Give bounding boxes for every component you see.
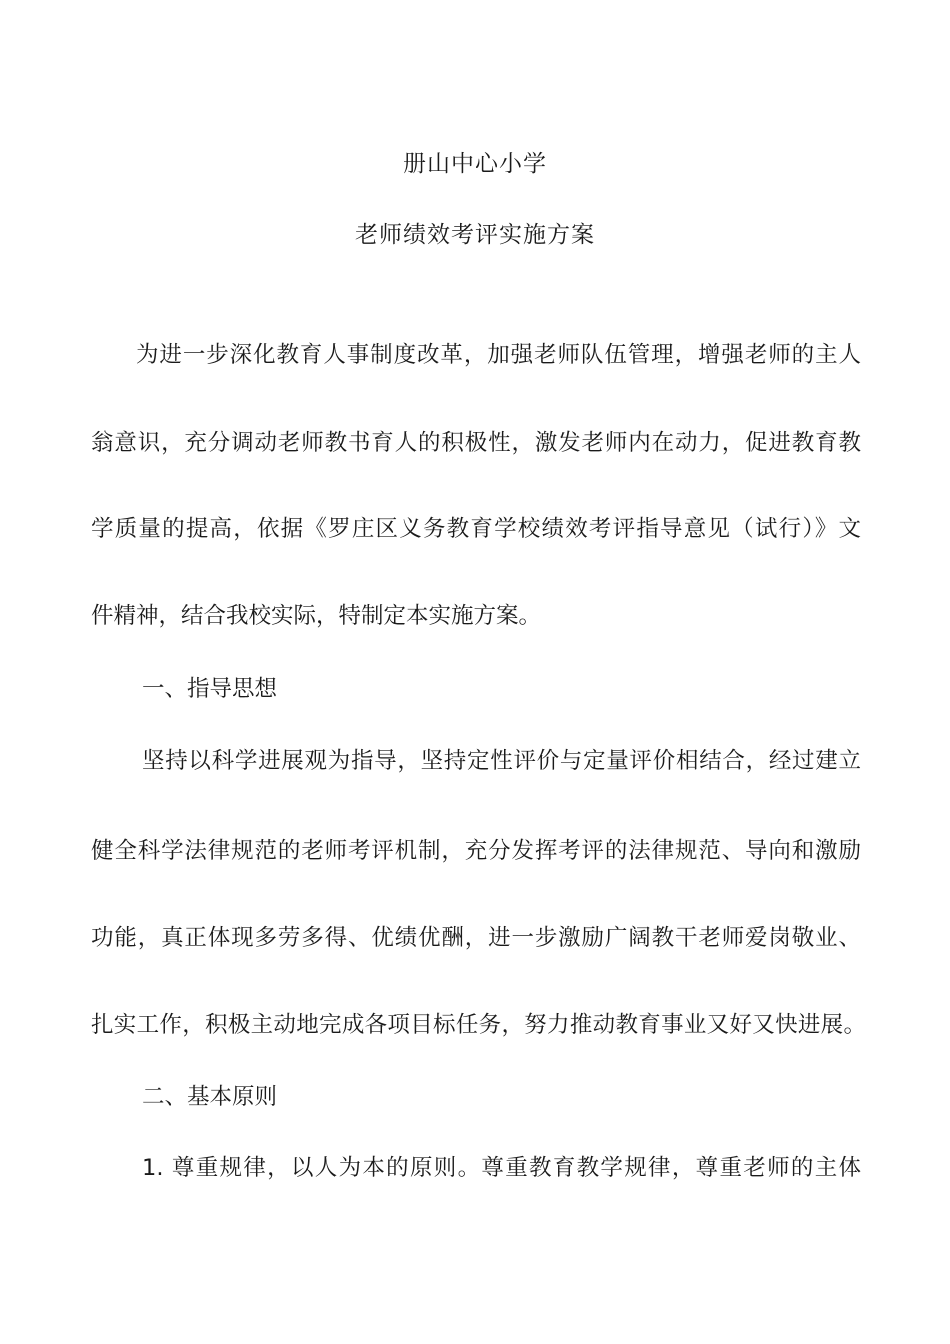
paragraph-line: 健全科学法律规范的老师考评机制，充分发挥考评的法律规范、导向和激励 xyxy=(91,838,861,864)
paragraph-line: 翁意识，充分调动老师教书育人的积极性，激发老师内在动力，促进教育教 xyxy=(91,430,861,456)
paragraph-line: 扎实工作，积极主动地完成各项目标任务，努力推动教育事业又好又快进展。 xyxy=(91,1012,866,1038)
paragraph-line: 1. 尊重规律，以人为本的原则。尊重教育教学规律，尊重老师的主体 xyxy=(142,1155,861,1181)
paragraph-line: 学质量的提高，依据《罗庄区义务教育学校绩效考评指导意见（试行）》文 xyxy=(91,516,861,542)
document-title: 老师绩效考评实施方案 xyxy=(355,222,595,248)
paragraph-line: 功能，真正体现多劳多得、优绩优酬，进一步激励广阔教干老师爱岗敬业、 xyxy=(91,925,861,951)
paragraph-line: 坚持以科学进展观为指导，坚持定性评价与定量评价相结合，经过建立 xyxy=(142,748,861,774)
paragraph-line: 件精神，结合我校实际，特制定本实施方案。 xyxy=(91,603,542,629)
school-name: 册山中心小学 xyxy=(403,151,547,177)
paragraph-line: 为进一步深化教育人事制度改革，加强老师队伍管理，增强老师的主人 xyxy=(136,342,861,368)
section-heading: 二、基本原则 xyxy=(142,1084,278,1110)
section-heading: 一、指导思想 xyxy=(142,676,278,702)
